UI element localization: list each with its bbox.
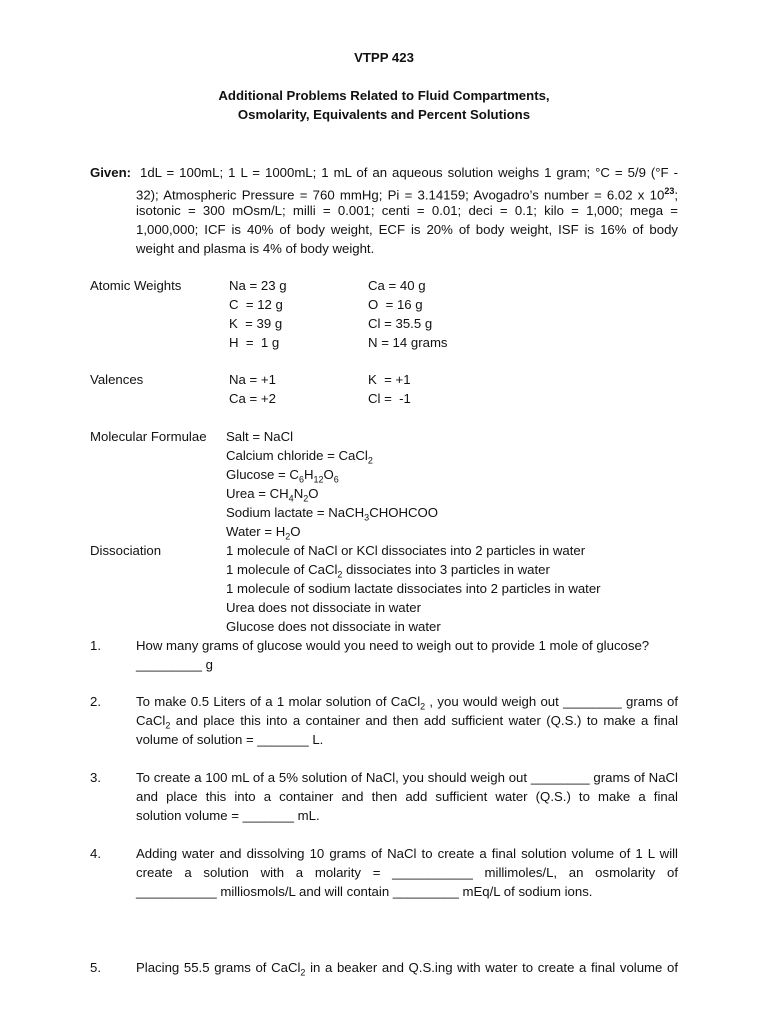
atomic-weight-item: Na = 23 g xyxy=(229,278,287,293)
course-code: VTPP 423 xyxy=(354,50,414,65)
given-line-3: isotonic = 300 mOsm/L; milli = 0.001; centi = 0.01; deci = 0.1; kilo = 1,000; mega = xyxy=(136,203,678,218)
question-text[interactable]: To create a 100 mL of a 5% solution of NaCl, you should weigh out ________ grams of NaCl xyxy=(136,770,678,785)
answer-blank[interactable]: _________ g xyxy=(136,657,214,672)
dissociation-item: 1 molecule of NaCl or KCl dissociates into 2 particles in water xyxy=(226,543,586,558)
atomic-weight-item: Cl = 35.5 g xyxy=(368,316,433,331)
question-number: 2. xyxy=(90,694,101,709)
dissociation-label: Dissociation xyxy=(90,543,162,558)
formula-salt: Salt = NaCl xyxy=(226,429,294,444)
dissociation-item: Glucose does not dissociate in water xyxy=(226,619,441,634)
given-label: Given: xyxy=(90,165,132,180)
question-number: 3. xyxy=(90,770,101,785)
valence-item: K = +1 xyxy=(368,372,411,387)
question-text[interactable]: volume of solution = _______ L. xyxy=(136,732,324,747)
question-text: CaCl$_2$ and place this into a container and then add sufficient water (Q.S.) to make a final xyxy=(136,713,678,731)
question-text[interactable]: solution volume = _______ mL. xyxy=(136,808,320,823)
given-line-1: 1dL = 100mL; 1 L = 1000mL; 1 mL of an aqueous solution weighs 1 gram; °C = 5/9 (°F - xyxy=(140,165,678,180)
formula-water: Water = $H_2O$ xyxy=(226,524,301,542)
formula-glucose: $Glucose = C_6H_{12}O_6$ xyxy=(226,467,339,485)
atomic-weight-item: Ca = 40 g xyxy=(368,278,426,293)
question-text: How many grams of glucose would you need to weigh out to provide 1 mole of glucose? xyxy=(136,638,650,653)
given-line-2: 32); Atmospheric Pressure = 760 mmHg; Pi = 3.14159; Avogadro’s number = 6.02 x $10^{23}$; xyxy=(136,186,678,203)
question-text: To make 0.5 Liters of a 1 molar solution of CaCl$_2$ , you would weigh out ________ grams of xyxy=(136,694,678,712)
valences-label: Valences xyxy=(90,372,144,387)
valence-item: Na = +1 xyxy=(229,372,276,387)
question-number: 5. xyxy=(90,960,101,975)
question-text[interactable]: ___________ milliosmols/L and will contain _________ mEq/L of sodium ions. xyxy=(136,884,593,899)
title-line-1: Additional Problems Related to Fluid Compartments, xyxy=(218,88,550,103)
given-line-5: weight and plasma is 4% of body weight. xyxy=(136,241,375,256)
atomic-weight-item: N = 14 grams xyxy=(368,335,448,350)
question-text: Adding water and dissolving 10 grams of NaCl to create a final solution volume of 1 L will xyxy=(136,846,678,861)
question-number: 4. xyxy=(90,846,101,861)
question-text[interactable]: create a solution with a molarity = ___________ millimoles/L, an osmolarity of xyxy=(136,865,678,880)
question-number: 1. xyxy=(90,638,101,653)
dissociation-item: 1 molecule of CaCl$_2$ dissociates into 3 particles in water xyxy=(226,562,550,580)
formula-sodium-lactate: Sodium lactate = NaCH$_3$CHOHCOO xyxy=(226,505,439,523)
question-text: Placing 55.5 grams of CaCl$_2$ in a beaker and Q.S.ing with water to create a final volume of xyxy=(136,960,678,978)
title-line-2: Osmolarity, Equivalents and Percent Solutions xyxy=(237,107,531,122)
valence-item: Cl = -1 xyxy=(368,391,411,406)
dissociation-item: 1 molecule of sodium lactate dissociates into 2 particles in water xyxy=(226,581,601,596)
atomic-weight-item: K = 39 g xyxy=(229,316,283,331)
question-text: and place this into a container and then add sufficient water (Q.S.) to make a final xyxy=(136,789,678,804)
dissociation-item: Urea does not dissociate in water xyxy=(226,600,421,615)
formula-calcium-chloride: Calcium chloride = CaCl$_2$ xyxy=(226,448,373,466)
given-line-4: 1,000,000; ICF is 40% of body weight, ECF is 20% of body weight, ISF is 16% of body xyxy=(136,222,678,237)
molecular-formulae-label: Molecular Formulae xyxy=(90,429,207,444)
atomic-weights-label: Atomic Weights xyxy=(90,278,182,293)
atomic-weight-item: O = 16 g xyxy=(368,297,423,312)
valence-item: Ca = +2 xyxy=(229,391,276,406)
formula-urea: Urea = $CH_4N_2O$ xyxy=(226,486,319,504)
atomic-weight-item: C = 12 g xyxy=(229,297,283,312)
atomic-weight-item: H = 1 g xyxy=(229,335,280,350)
